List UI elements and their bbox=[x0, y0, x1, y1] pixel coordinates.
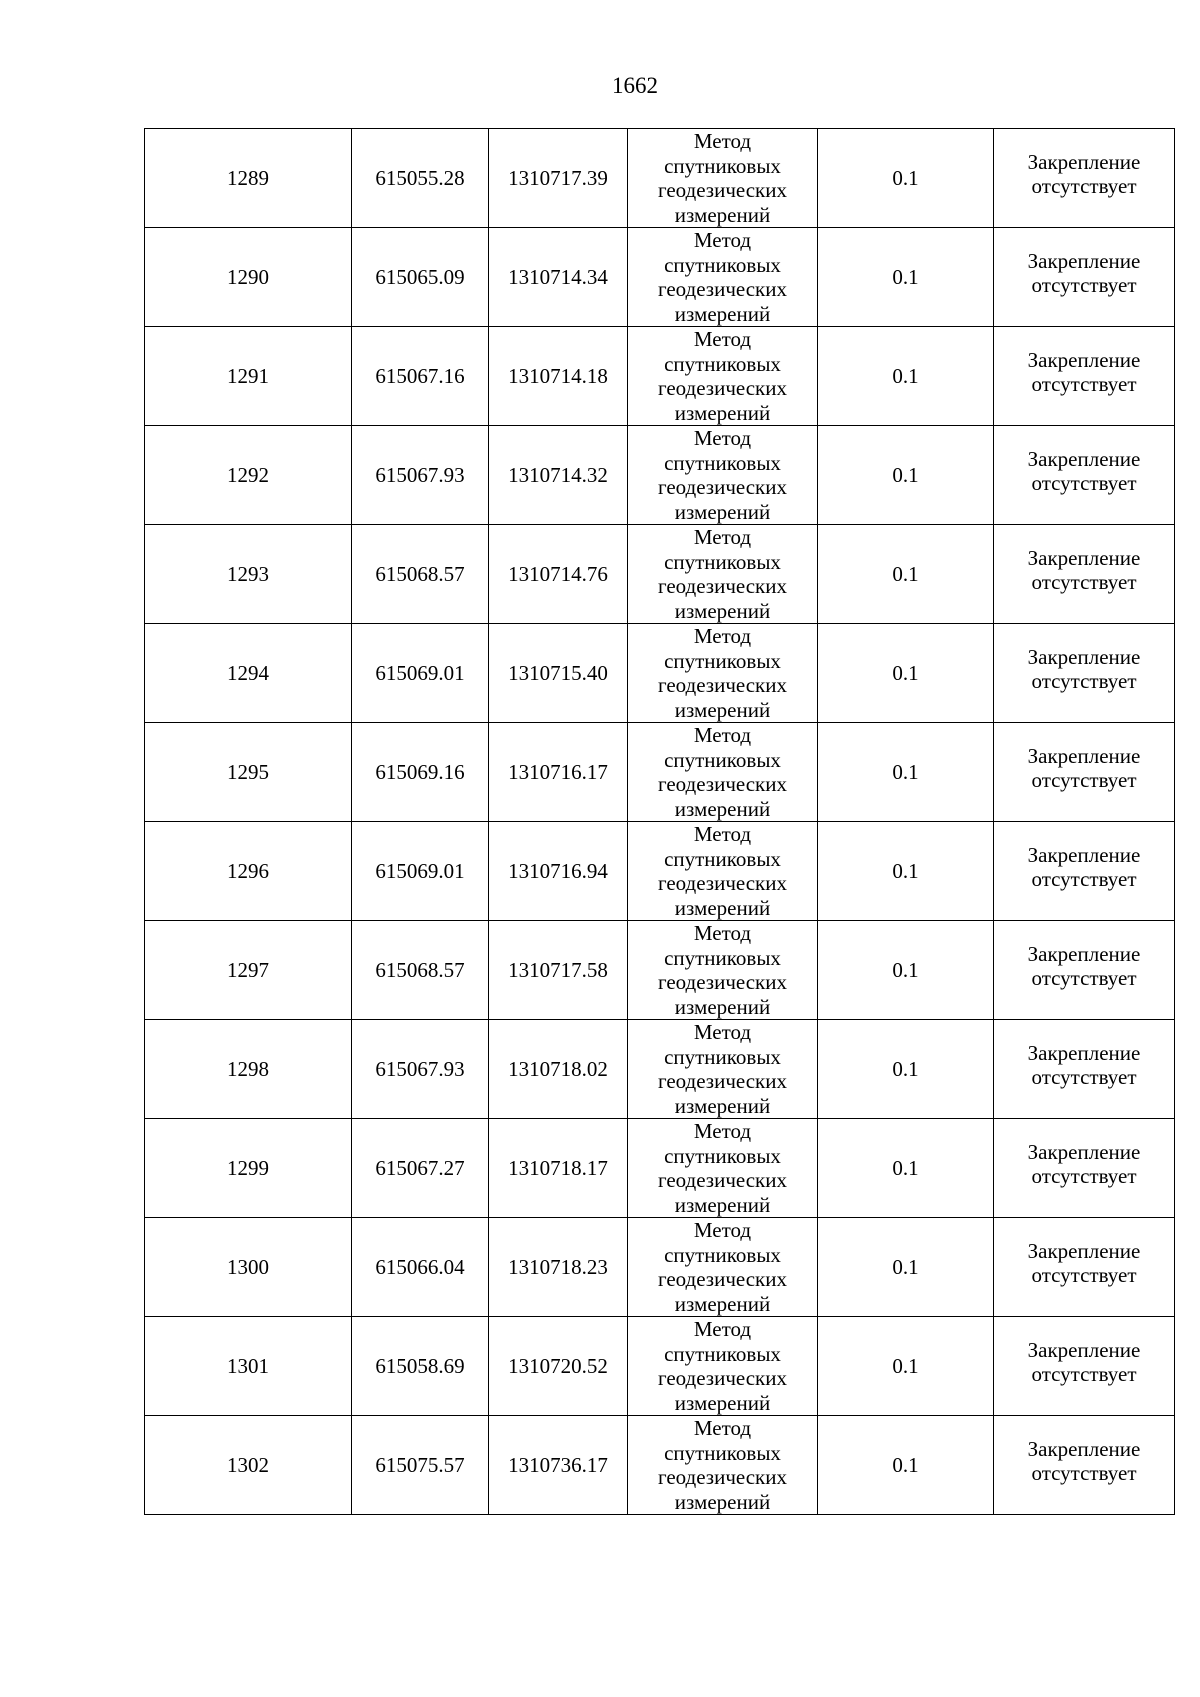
x-coordinate-cell bbox=[352, 1020, 489, 1119]
method-cell bbox=[628, 1317, 818, 1416]
x-coordinate-cell-text: 615067.27 bbox=[375, 1155, 465, 1180]
method-cell-text: Метод спутниковых геодезических измерений bbox=[657, 822, 787, 920]
point-number-cell-text: 1293 bbox=[227, 561, 269, 586]
fixation-cell-text: Закрепление отсутствует bbox=[1027, 1238, 1141, 1287]
accuracy-cell bbox=[818, 1416, 994, 1515]
point-number-cell-text: 1300 bbox=[227, 1254, 269, 1279]
table-row bbox=[145, 525, 1175, 624]
fixation-cell-text: Закрепление отсутствует bbox=[1027, 842, 1141, 891]
method-cell-text: Метод спутниковых геодезических измерений bbox=[657, 921, 787, 1019]
x-coordinate-cell-text: 615066.04 bbox=[375, 1254, 465, 1279]
x-coordinate-cell bbox=[352, 921, 489, 1020]
y-coordinate-cell-text: 1310715.40 bbox=[508, 660, 608, 685]
y-coordinate-cell-text: 1310714.76 bbox=[508, 561, 608, 586]
fixation-cell-text: Закрепление отсутствует bbox=[1027, 446, 1141, 495]
x-coordinate-cell bbox=[352, 1317, 489, 1416]
y-coordinate-cell bbox=[489, 822, 628, 921]
point-number-cell bbox=[145, 426, 352, 525]
point-number-cell bbox=[145, 1020, 352, 1119]
method-cell bbox=[628, 624, 818, 723]
point-number-cell-text: 1296 bbox=[227, 858, 269, 883]
method-cell-text: Метод спутниковых геодезических измерений bbox=[657, 525, 787, 623]
x-coordinate-cell-text: 615075.57 bbox=[375, 1452, 465, 1477]
point-number-cell-text: 1299 bbox=[227, 1155, 269, 1180]
fixation-cell bbox=[994, 624, 1175, 723]
table-row bbox=[145, 1218, 1175, 1317]
y-coordinate-cell-text: 1310720.52 bbox=[508, 1353, 608, 1378]
accuracy-cell-text: 0.1 bbox=[892, 561, 919, 586]
y-coordinate-cell bbox=[489, 426, 628, 525]
accuracy-cell-text: 0.1 bbox=[892, 1155, 919, 1180]
method-cell bbox=[628, 1218, 818, 1317]
fixation-cell bbox=[994, 1218, 1175, 1317]
accuracy-cell bbox=[818, 1218, 994, 1317]
table-row bbox=[145, 921, 1175, 1020]
fixation-cell bbox=[994, 525, 1175, 624]
accuracy-cell bbox=[818, 327, 994, 426]
method-cell bbox=[628, 327, 818, 426]
point-number-cell bbox=[145, 1119, 352, 1218]
method-cell bbox=[628, 1416, 818, 1515]
method-cell-text: Метод спутниковых геодезических измерений bbox=[657, 723, 787, 821]
point-number-cell-text: 1292 bbox=[227, 462, 269, 487]
fixation-cell bbox=[994, 921, 1175, 1020]
fixation-cell-text: Закрепление отсутствует bbox=[1027, 941, 1141, 990]
x-coordinate-cell bbox=[352, 327, 489, 426]
y-coordinate-cell bbox=[489, 1218, 628, 1317]
y-coordinate-cell-text: 1310714.34 bbox=[508, 264, 608, 289]
x-coordinate-cell-text: 615069.01 bbox=[375, 660, 465, 685]
y-coordinate-cell-text: 1310736.17 bbox=[508, 1452, 608, 1477]
y-coordinate-cell-text: 1310718.23 bbox=[508, 1254, 608, 1279]
fixation-cell bbox=[994, 822, 1175, 921]
accuracy-cell bbox=[818, 723, 994, 822]
x-coordinate-cell-text: 615055.28 bbox=[375, 165, 465, 190]
x-coordinate-cell bbox=[352, 1119, 489, 1218]
y-coordinate-cell bbox=[489, 624, 628, 723]
y-coordinate-cell bbox=[489, 723, 628, 822]
y-coordinate-cell bbox=[489, 525, 628, 624]
method-cell bbox=[628, 822, 818, 921]
x-coordinate-cell-text: 615067.93 bbox=[375, 1056, 465, 1081]
fixation-cell-text: Закрепление отсутствует bbox=[1027, 149, 1141, 198]
accuracy-cell-text: 0.1 bbox=[892, 660, 919, 685]
method-cell-text: Метод спутниковых геодезических измерений bbox=[657, 1119, 787, 1217]
fixation-cell-text: Закрепление отсутствует bbox=[1027, 1337, 1141, 1386]
y-coordinate-cell-text: 1310718.17 bbox=[508, 1155, 608, 1180]
point-number-cell bbox=[145, 327, 352, 426]
y-coordinate-cell-text: 1310716.17 bbox=[508, 759, 608, 784]
fixation-cell-text: Закрепление отсутствует bbox=[1027, 644, 1141, 693]
fixation-cell-text: Закрепление отсутствует bbox=[1027, 1436, 1141, 1485]
x-coordinate-cell bbox=[352, 129, 489, 228]
point-number-cell bbox=[145, 723, 352, 822]
method-cell bbox=[628, 1020, 818, 1119]
method-cell-text: Метод спутниковых геодезических измерений bbox=[657, 1317, 787, 1415]
accuracy-cell bbox=[818, 1020, 994, 1119]
table-row bbox=[145, 327, 1175, 426]
table-body bbox=[145, 129, 1175, 1515]
y-coordinate-cell bbox=[489, 1020, 628, 1119]
method-cell-text: Метод спутниковых геодезических измерений bbox=[657, 624, 787, 722]
table-row bbox=[145, 624, 1175, 723]
point-number-cell-text: 1302 bbox=[227, 1452, 269, 1477]
accuracy-cell-text: 0.1 bbox=[892, 1452, 919, 1477]
x-coordinate-cell-text: 615068.57 bbox=[375, 957, 465, 982]
fixation-cell-text: Закрепление отсутствует bbox=[1027, 248, 1141, 297]
x-coordinate-cell bbox=[352, 525, 489, 624]
method-cell-text: Метод спутниковых геодезических измерений bbox=[657, 1416, 787, 1514]
table-row bbox=[145, 1020, 1175, 1119]
y-coordinate-cell bbox=[489, 228, 628, 327]
x-coordinate-cell bbox=[352, 1218, 489, 1317]
accuracy-cell-text: 0.1 bbox=[892, 1254, 919, 1279]
point-number-cell-text: 1301 bbox=[227, 1353, 269, 1378]
method-cell bbox=[628, 228, 818, 327]
x-coordinate-cell bbox=[352, 1416, 489, 1515]
point-number-cell-text: 1291 bbox=[227, 363, 269, 388]
fixation-cell-text: Закрепление отсутствует bbox=[1027, 1040, 1141, 1089]
x-coordinate-cell-text: 615065.09 bbox=[375, 264, 465, 289]
accuracy-cell bbox=[818, 129, 994, 228]
y-coordinate-cell bbox=[489, 1119, 628, 1218]
accuracy-cell-text: 0.1 bbox=[892, 1056, 919, 1081]
accuracy-cell-text: 0.1 bbox=[892, 264, 919, 289]
method-cell-text: Метод спутниковых геодезических измерений bbox=[657, 327, 787, 425]
x-coordinate-cell-text: 615067.16 bbox=[375, 363, 465, 388]
y-coordinate-cell bbox=[489, 1317, 628, 1416]
method-cell-text: Метод спутниковых геодезических измерений bbox=[657, 1020, 787, 1118]
y-coordinate-cell bbox=[489, 1416, 628, 1515]
table-row bbox=[145, 1119, 1175, 1218]
point-number-cell bbox=[145, 525, 352, 624]
x-coordinate-cell-text: 615068.57 bbox=[375, 561, 465, 586]
table-row bbox=[145, 723, 1175, 822]
accuracy-cell bbox=[818, 822, 994, 921]
accuracy-cell-text: 0.1 bbox=[892, 1353, 919, 1378]
x-coordinate-cell-text: 615069.01 bbox=[375, 858, 465, 883]
accuracy-cell-text: 0.1 bbox=[892, 759, 919, 784]
y-coordinate-cell-text: 1310717.39 bbox=[508, 165, 608, 190]
y-coordinate-cell-text: 1310714.18 bbox=[508, 363, 608, 388]
point-number-cell bbox=[145, 228, 352, 327]
point-number-cell-text: 1298 bbox=[227, 1056, 269, 1081]
fixation-cell bbox=[994, 228, 1175, 327]
accuracy-cell bbox=[818, 426, 994, 525]
table-row bbox=[145, 228, 1175, 327]
point-number-cell bbox=[145, 921, 352, 1020]
accuracy-cell-text: 0.1 bbox=[892, 462, 919, 487]
y-coordinate-cell bbox=[489, 327, 628, 426]
fixation-cell bbox=[994, 1119, 1175, 1218]
fixation-cell bbox=[994, 129, 1175, 228]
x-coordinate-cell bbox=[352, 822, 489, 921]
method-cell bbox=[628, 723, 818, 822]
table-row bbox=[145, 822, 1175, 921]
point-number-cell bbox=[145, 1218, 352, 1317]
point-number-cell-text: 1297 bbox=[227, 957, 269, 982]
table-row bbox=[145, 129, 1175, 228]
point-number-cell bbox=[145, 1416, 352, 1515]
x-coordinate-cell-text: 615058.69 bbox=[375, 1353, 465, 1378]
fixation-cell bbox=[994, 723, 1175, 822]
y-coordinate-cell-text: 1310717.58 bbox=[508, 957, 608, 982]
point-number-cell bbox=[145, 822, 352, 921]
point-number-cell-text: 1290 bbox=[227, 264, 269, 289]
method-cell bbox=[628, 921, 818, 1020]
point-number-cell-text: 1294 bbox=[227, 660, 269, 685]
fixation-cell-text: Закрепление отсутствует bbox=[1027, 743, 1141, 792]
y-coordinate-cell-text: 1310718.02 bbox=[508, 1056, 608, 1081]
point-number-cell-text: 1295 bbox=[227, 759, 269, 784]
method-cell-text: Метод спутниковых геодезических измерений bbox=[657, 426, 787, 524]
accuracy-cell-text: 0.1 bbox=[892, 363, 919, 388]
x-coordinate-cell bbox=[352, 228, 489, 327]
point-number-cell bbox=[145, 1317, 352, 1416]
table-row bbox=[145, 1416, 1175, 1515]
y-coordinate-cell bbox=[489, 921, 628, 1020]
fixation-cell bbox=[994, 1416, 1175, 1515]
accuracy-cell bbox=[818, 228, 994, 327]
method-cell-text: Метод спутниковых геодезических измерений bbox=[657, 129, 787, 227]
method-cell bbox=[628, 525, 818, 624]
accuracy-cell bbox=[818, 525, 994, 624]
fixation-cell bbox=[994, 1317, 1175, 1416]
fixation-cell-text: Закрепление отсутствует bbox=[1027, 1139, 1141, 1188]
point-number-cell bbox=[145, 129, 352, 228]
coordinates-table bbox=[144, 128, 1175, 1515]
fixation-cell bbox=[994, 1020, 1175, 1119]
accuracy-cell bbox=[818, 1119, 994, 1218]
y-coordinate-cell-text: 1310716.94 bbox=[508, 858, 608, 883]
method-cell bbox=[628, 129, 818, 228]
point-number-cell-text: 1289 bbox=[227, 165, 269, 190]
point-number-cell bbox=[145, 624, 352, 723]
page-number: 1662 bbox=[612, 73, 658, 98]
fixation-cell-text: Закрепление отсутствует bbox=[1027, 545, 1141, 594]
x-coordinate-cell bbox=[352, 624, 489, 723]
fixation-cell bbox=[994, 327, 1175, 426]
y-coordinate-cell bbox=[489, 129, 628, 228]
x-coordinate-cell bbox=[352, 426, 489, 525]
fixation-cell bbox=[994, 426, 1175, 525]
x-coordinate-cell-text: 615067.93 bbox=[375, 462, 465, 487]
y-coordinate-cell-text: 1310714.32 bbox=[508, 462, 608, 487]
accuracy-cell-text: 0.1 bbox=[892, 858, 919, 883]
accuracy-cell-text: 0.1 bbox=[892, 957, 919, 982]
accuracy-cell-text: 0.1 bbox=[892, 165, 919, 190]
method-cell bbox=[628, 426, 818, 525]
x-coordinate-cell bbox=[352, 723, 489, 822]
method-cell-text: Метод спутниковых геодезических измерений bbox=[657, 1218, 787, 1316]
fixation-cell-text: Закрепление отсутствует bbox=[1027, 347, 1141, 396]
table-row bbox=[145, 426, 1175, 525]
table-row bbox=[145, 1317, 1175, 1416]
accuracy-cell bbox=[818, 1317, 994, 1416]
x-coordinate-cell-text: 615069.16 bbox=[375, 759, 465, 784]
accuracy-cell bbox=[818, 624, 994, 723]
method-cell bbox=[628, 1119, 818, 1218]
method-cell-text: Метод спутниковых геодезических измерений bbox=[657, 228, 787, 326]
accuracy-cell bbox=[818, 921, 994, 1020]
